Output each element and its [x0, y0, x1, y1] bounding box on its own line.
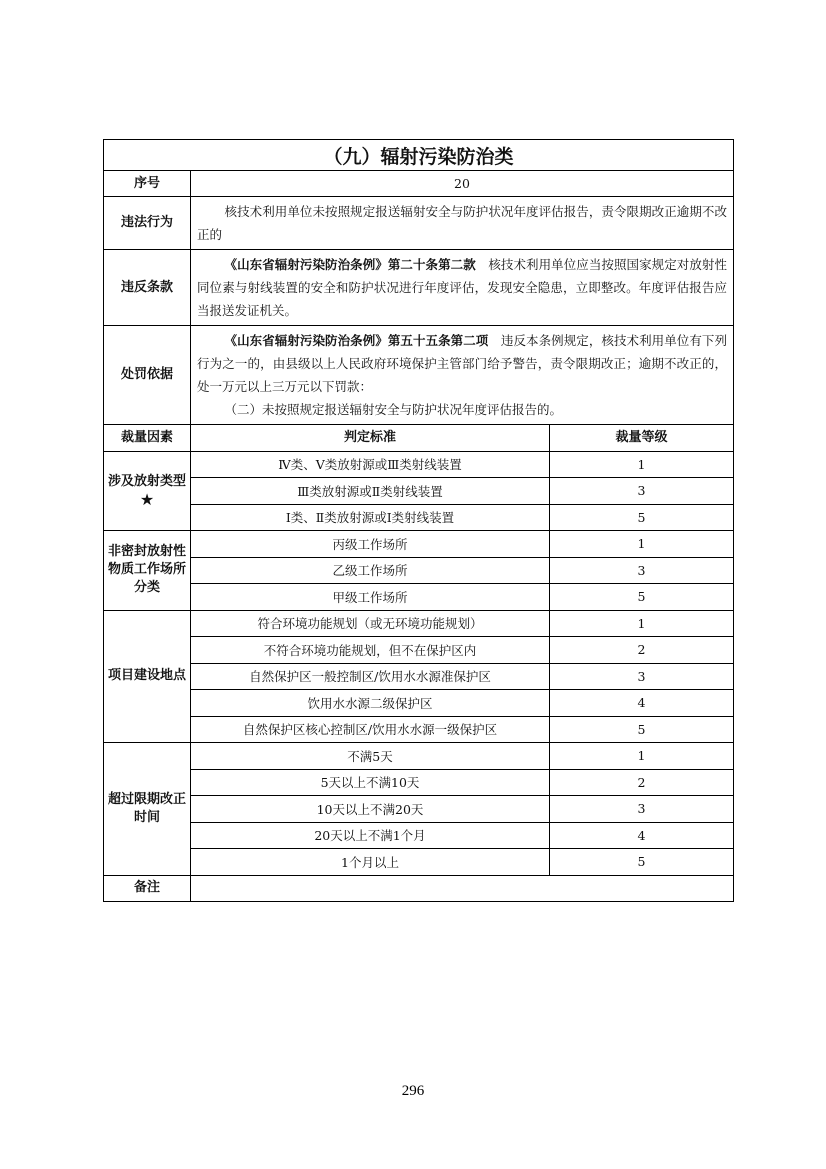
factor-row: [104, 716, 734, 743]
level-cell: 1: [550, 610, 734, 637]
remarks-label: 备注: [104, 875, 191, 902]
level-cell: 5: [550, 504, 734, 531]
criterion-cell: 不符合环境功能规划，但不在保护区内: [191, 637, 550, 664]
level-cell: 3: [550, 478, 734, 505]
level-cell: 5: [550, 716, 734, 743]
level-cell: 3: [550, 663, 734, 690]
level-cell: 4: [550, 690, 734, 717]
serial-value: 20: [191, 171, 734, 197]
factor-row: [104, 610, 734, 637]
criterion-cell: 不满5天: [191, 743, 550, 770]
level-cell: 4: [550, 822, 734, 849]
factor-row: [104, 451, 734, 478]
level-header: 裁量等级: [550, 425, 734, 452]
factor-row: [104, 769, 734, 796]
level-cell: 3: [550, 796, 734, 823]
factor-name: [104, 531, 191, 611]
level-cell: 1: [550, 531, 734, 558]
level-cell: 1: [550, 451, 734, 478]
level-cell: 2: [550, 637, 734, 664]
table-title: （九）辐射污染防治类: [104, 140, 734, 171]
standard-header: 判定标准: [191, 425, 550, 452]
factor-name-text: 超过限期改正时间: [108, 791, 187, 825]
criterion-cell: 10天以上不满20天: [191, 796, 550, 823]
criterion-cell: 甲级工作场所: [191, 584, 550, 611]
factor-row: [104, 743, 734, 770]
factor-row: [104, 478, 734, 505]
criterion-cell: Ⅰ类、Ⅱ类放射源或Ⅰ类射线装置: [191, 504, 550, 531]
criterion-cell: 自然保护区一般控制区/饮用水水源准保护区: [191, 663, 550, 690]
criterion-cell: 乙级工作场所: [191, 557, 550, 584]
criterion-cell: 1个月以上: [191, 849, 550, 876]
factor-header: 裁量因素: [104, 425, 191, 452]
factor-row: [104, 504, 734, 531]
violated-clause-label: 违反条款: [104, 250, 191, 326]
level-cell: 3: [550, 557, 734, 584]
factor-row: [104, 796, 734, 823]
violation-label: 违法行为: [104, 197, 191, 250]
factor-row: [104, 849, 734, 876]
level-cell: 1: [550, 743, 734, 770]
criterion-cell: Ⅳ类、Ⅴ类放射源或Ⅲ类射线装置: [191, 451, 550, 478]
clause-text: 核技术利用单位应当按照国家规定对放射性同位素与射线装置的安全和防护状况进行年度评估，发现安全隐患，立即整改。年度评估报告应当报送发证机关。: [197, 257, 727, 318]
penalty-item: （二）未按照规定报送辐射安全与防护状况年度评估报告的。: [224, 402, 563, 417]
factor-row: [104, 663, 734, 690]
penalty-discretion-table: [103, 139, 734, 902]
criterion-cell: 20天以上不满1个月: [191, 822, 550, 849]
violated-clause-cell: [191, 250, 734, 326]
violation-text: 核技术利用单位未按照规定报送辐射安全与防护状况年度评估报告，责令限期改正逾期不改正的: [191, 197, 734, 250]
clause-reference: 《山东省辐射污染防治条例》第二十条第二款: [224, 257, 476, 272]
star-icon: ★: [139, 489, 155, 509]
factor-row: [104, 822, 734, 849]
penalty-basis-label: 处罚依据: [104, 326, 191, 425]
factor-row: [104, 584, 734, 611]
factor-name: [104, 743, 191, 876]
factor-row: [104, 531, 734, 558]
factor-row: [104, 637, 734, 664]
remarks-value: [191, 875, 734, 902]
level-cell: 5: [550, 584, 734, 611]
factor-name: [104, 610, 191, 743]
factor-name-text: 非密封放射性物质工作场所分类: [108, 544, 187, 596]
penalty-basis-cell: [191, 326, 734, 425]
criterion-cell: 符合环境功能规划（或无环境功能规划）: [191, 610, 550, 637]
factor-name: [104, 451, 191, 531]
factor-name-text: 涉及放射类型: [108, 473, 187, 489]
level-cell: 5: [550, 849, 734, 876]
factor-row: [104, 557, 734, 584]
criterion-cell: 5天以上不满10天: [191, 769, 550, 796]
penalty-text: 违反本条例规定，核技术利用单位有下列行为之一的，由县级以上人民政府环境保护主管部门给予警告，责令限期改正；逾期不改正的，处一万元以上三万元以下罚款：: [197, 333, 727, 394]
penalty-reference: 《山东省辐射污染防治条例》第五十五条第二项: [224, 333, 489, 348]
factor-row: [104, 690, 734, 717]
criterion-cell: 饮用水水源二级保护区: [191, 690, 550, 717]
factor-name-text: 项目建设地点: [108, 668, 187, 684]
criterion-cell: 自然保护区核心控制区/饮用水水源一级保护区: [191, 716, 550, 743]
criterion-cell: Ⅲ类放射源或Ⅱ类射线装置: [191, 478, 550, 505]
level-cell: 2: [550, 769, 734, 796]
serial-label: 序号: [104, 171, 191, 197]
page-number: 296: [401, 1083, 425, 1099]
criterion-cell: 丙级工作场所: [191, 531, 550, 558]
